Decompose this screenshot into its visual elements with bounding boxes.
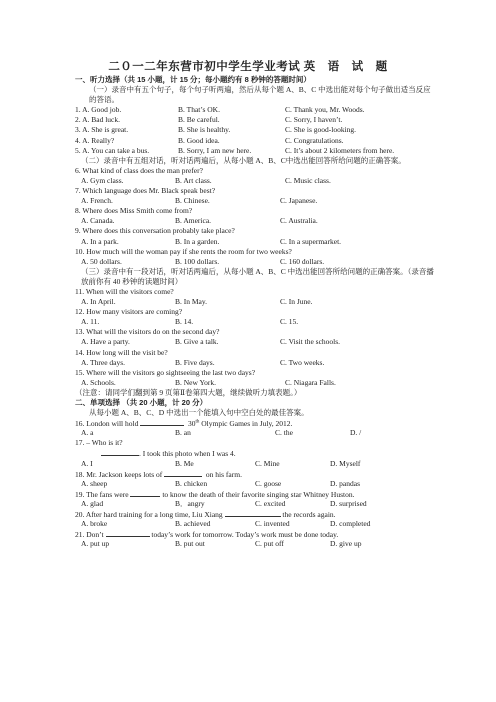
- question-12-stem: 12. How many visitors are coming?: [75, 307, 183, 317]
- q14-option-c: C. Two weeks.: [280, 357, 325, 367]
- question-6-options: [75, 176, 435, 186]
- q16-option-c: C. the: [275, 428, 293, 438]
- question-9-stem: 9. Where does this conversation probably take place?: [75, 226, 235, 236]
- q20-option-c: C. invented: [255, 519, 290, 529]
- q2-option-c: C. Sorry, I haven’t.: [285, 115, 343, 125]
- question-11-stem: 11. When will the visitors come?: [75, 286, 174, 296]
- q20-option-d: D. completed: [330, 519, 371, 529]
- q8-option-b: B. America.: [175, 216, 212, 226]
- q1-option-a: 1. A. Good job.: [75, 105, 122, 115]
- q20-option-b: B. achieved: [175, 519, 211, 529]
- q15-option-c: C. Niagara Falls.: [285, 377, 336, 387]
- exam-content: [75, 75, 435, 549]
- q11-option-a: A. In April.: [81, 297, 116, 307]
- question-8-stem: 8. Where does Miss Smith come from?: [75, 206, 193, 216]
- question-6-stem: 6. What kind of class does the man prefer?: [75, 165, 203, 175]
- question-8-options: [75, 216, 435, 226]
- q19-option-c: C. excited: [255, 498, 286, 508]
- part2-heading: 二、单项选择 （共 20 小题，计 20 分）: [75, 398, 208, 407]
- question-7-stem: 7. Which language does Mr. Black speak best?: [75, 186, 216, 196]
- question-19-stem: 19. The fans were to know the death of their favorite singing star Whitney Huston.: [75, 489, 355, 499]
- q6-option-a: A. Gym class.: [81, 175, 124, 185]
- question-7-options: [75, 196, 435, 206]
- q19-option-a: A. glad: [81, 498, 104, 508]
- q17-option-a: A. I: [81, 458, 93, 468]
- q21-option-c: C. put off: [255, 539, 284, 549]
- q15-option-a: A. Schools.: [81, 377, 116, 387]
- q4-option-a: 4. A. Really?: [75, 135, 115, 145]
- q16-option-d: D. /: [350, 428, 362, 438]
- q20-option-a: A. broke: [81, 519, 108, 529]
- q18-blank[interactable]: [164, 469, 202, 477]
- q3-option-a: 3. A. She is great.: [75, 125, 129, 135]
- q13-option-a: A. Have a party.: [81, 337, 130, 347]
- q21-option-d: D. give up: [330, 539, 362, 549]
- q9-option-b: B. In a garden.: [175, 236, 220, 246]
- q15-option-b: B. New York.: [175, 377, 217, 387]
- q19-option-b: B．angry: [175, 498, 205, 508]
- question-21-stem: 21. Don’t today’s work for tomorrow. Today’s work must be done today.: [75, 530, 339, 540]
- q6-option-b: B. Art class.: [175, 175, 212, 185]
- q11-option-c: C. In June.: [280, 297, 313, 307]
- q3-option-b: B. She is healthy.: [178, 125, 231, 135]
- question-2: [75, 115, 435, 125]
- question-13-stem: 13. What will the visitors do on the second day?: [75, 327, 220, 337]
- q5-option-a: 5. A. You can take a bus.: [75, 145, 150, 155]
- q7-option-a: A. French.: [81, 196, 113, 206]
- q12-option-b: B. 14.: [175, 317, 194, 327]
- q4-option-c: C. Congratulations.: [285, 135, 344, 145]
- question-20-stem: 20. After hard training for a long time, Liu Xiang the records again.: [75, 510, 336, 520]
- q10-option-c: C. 160 dollars.: [280, 256, 325, 266]
- q16-blank[interactable]: [140, 418, 184, 426]
- q18-option-b: B. chicken: [175, 478, 208, 488]
- q10-option-b: B. 100 dollars.: [175, 256, 220, 266]
- part1-note: （注意：请同学们翻到第 9 页第Ⅱ卷第四大题，继续做听力填表题。）: [75, 387, 302, 397]
- q1-option-b: B. That’s OK.: [178, 105, 220, 115]
- question-16-stem: 16. London will hold 30th Olympic Games in July, 2012.: [75, 419, 293, 429]
- question-18-stem: 18. Mr. Jackson keeps lots of on his farm.: [75, 469, 242, 479]
- q12-option-c: C. 15.: [280, 317, 299, 327]
- question-9-options: [75, 237, 435, 247]
- question-15-stem: 15. Where will the visitors go sightseeing the last two days?: [75, 367, 256, 377]
- q19-blank[interactable]: [130, 489, 160, 497]
- question-17-options: [75, 459, 435, 469]
- q17-option-b: B. Me: [175, 458, 194, 468]
- part1-section3-instructions: （三）录音中有一段对话，听对话两遍后，从每小题 A、B、C 中选出能回答所给问题的正确答案。（录音播放前你有 40 秒钟的读题时间）: [81, 266, 434, 286]
- q9-option-a: A. In a park.: [81, 236, 119, 246]
- q21-blank[interactable]: [106, 529, 150, 537]
- question-12-options: [75, 317, 435, 327]
- q8-option-a: A. Canada.: [81, 216, 115, 226]
- q16-option-b: B. an: [175, 428, 191, 438]
- question-13-options: [75, 337, 435, 347]
- q14-option-a: A. Three days.: [81, 357, 126, 367]
- q2-option-a: 2. A. Bad luck.: [75, 115, 120, 125]
- q13-option-b: B. Give a talk.: [175, 337, 219, 347]
- q18-option-d: D. pandas: [330, 478, 360, 488]
- question-1: [75, 105, 435, 115]
- question-15-options: [75, 378, 435, 388]
- q6-option-c: C. Music class.: [285, 175, 331, 185]
- question-14-stem: 14. How long will the visit be?: [75, 347, 168, 357]
- question-3: [75, 125, 435, 135]
- q7-option-b: B. Chinese.: [175, 196, 210, 206]
- question-5: [75, 146, 435, 156]
- q13-option-c: C. Visit the schools.: [280, 337, 341, 347]
- q7-option-c: C. Japanese.: [280, 196, 318, 206]
- question-21-options: [75, 539, 435, 549]
- part1-section1-instructions: （一）录音中有五个句子，每个句子听两遍，然后从每个题 A、B、C 中选出能对每个句子做出适当反应的答语。: [89, 85, 431, 105]
- question-17-line2: . I took this photo when I was 4.: [75, 448, 435, 458]
- q20-blank[interactable]: [225, 509, 281, 517]
- q17-blank[interactable]: [101, 448, 139, 456]
- part2-instructions: 从每小题 A、B、C、D 中选出一个能填入句中空白处的最佳答案。: [89, 408, 309, 418]
- q2-option-b: B. Be careful.: [178, 115, 220, 125]
- q14-option-b: B. Five days.: [175, 357, 215, 367]
- q17-option-c: C. Mine: [255, 458, 280, 468]
- q21-option-a: A. put up: [81, 539, 110, 549]
- q19-option-d: D. surprised: [330, 498, 367, 508]
- part1-section2-instructions: （二）录音中有五组对话，听对话两遍后，从每小题 A、B、C中选出能回答所给问题的正确答案。: [81, 155, 406, 165]
- question-4: [75, 136, 435, 146]
- q1-option-c: C. Thank you, Mr. Woods.: [285, 105, 365, 115]
- q12-option-a: A. 11.: [81, 317, 100, 327]
- question-17-stem: 17. – Who is it?: [75, 438, 123, 448]
- question-16-options: [75, 428, 435, 438]
- question-10-options: [75, 257, 435, 267]
- q21-option-b: B. put out: [175, 539, 205, 549]
- q3-option-c: C. She is good-looking.: [285, 125, 357, 135]
- question-19-options: [75, 499, 435, 509]
- question-11-options: [75, 297, 435, 307]
- q5-option-c: C. It’s about 2 kilometers from here.: [285, 145, 395, 155]
- question-20-options: [75, 519, 435, 529]
- q10-option-a: A. 50 dollars.: [81, 256, 122, 266]
- q11-option-b: B. In May.: [175, 297, 208, 307]
- question-14-options: [75, 358, 435, 368]
- question-10-stem: 10. How much will the woman pay if she rents the room for two weeks?: [75, 246, 292, 256]
- q18-option-c: C. goose: [255, 478, 282, 488]
- q8-option-c: C. Australia.: [280, 216, 318, 226]
- q4-option-b: B. Good idea.: [178, 135, 220, 145]
- q16-option-a: A. a: [81, 428, 94, 438]
- q9-option-c: C. In a supermarket.: [280, 236, 342, 246]
- q18-option-a: A. sheep: [81, 478, 108, 488]
- exam-title: 二０一二年东营市初中学生学业考试 英 语 试 题: [108, 61, 388, 73]
- q5-option-b: B. Sorry, I am new here.: [178, 145, 252, 155]
- q17-option-d: D. Myself: [330, 458, 361, 468]
- part1-heading: 一、听力选择（共 15 小题，计 15 分；每小题约有 8 秒钟的答题时间）: [75, 75, 311, 84]
- question-18-options: [75, 479, 435, 489]
